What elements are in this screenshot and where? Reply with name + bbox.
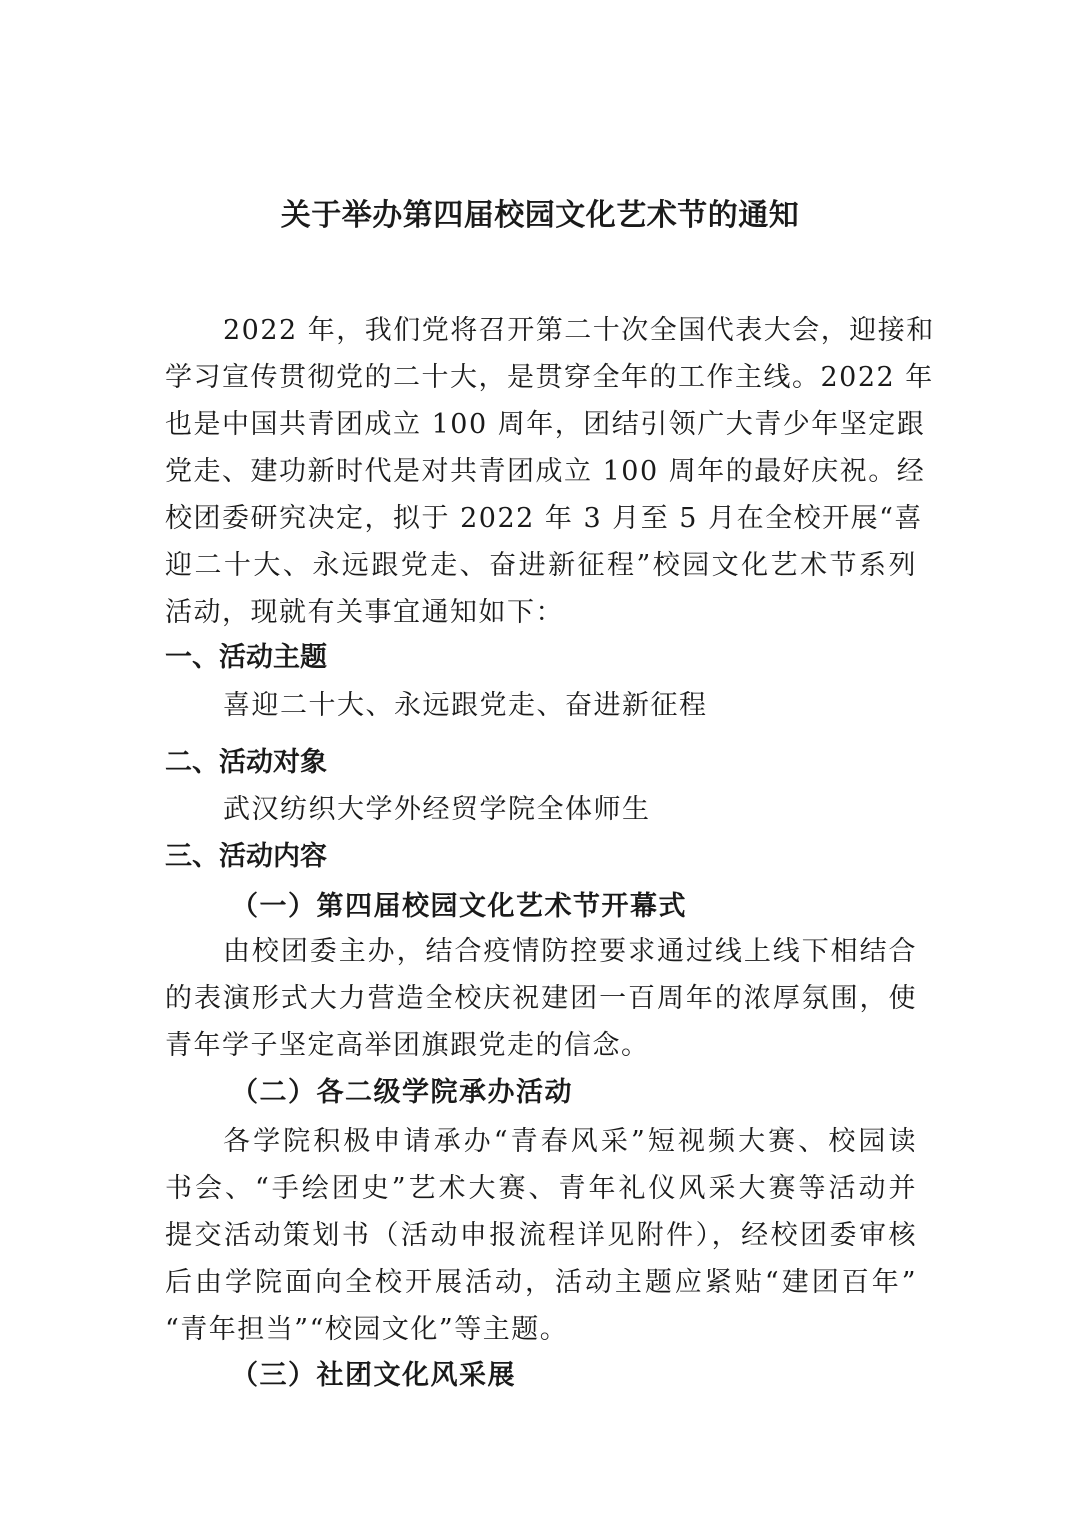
subsection-heading-club-exhibition: （三）社团文化风采展 bbox=[231, 1360, 516, 1391]
section-heading-content: 三、活动内容 bbox=[165, 841, 327, 872]
paragraph-line: 的表演形式大力营造全校庆祝建团一百周年的浓厚氛围，使 bbox=[165, 983, 917, 1014]
paragraph-line: 提交活动策划书（活动申报流程详见附件），经校团委审核 bbox=[165, 1220, 917, 1251]
subsection-heading-college-activities: （二）各二级学院承办活动 bbox=[231, 1077, 573, 1108]
intro-paragraph bbox=[165, 307, 935, 636]
subsection-paragraph-opening bbox=[165, 928, 917, 1069]
section-heading-audience: 二、活动对象 bbox=[165, 747, 327, 778]
intro-line: 也是中国共青团成立 100 周年，团结引领广大青少年坚定跟 bbox=[165, 409, 926, 440]
paragraph-line: “青年担当”“校园文化”等主题。 bbox=[165, 1314, 569, 1345]
subsection-paragraph-college-activities bbox=[165, 1118, 917, 1353]
section-content-audience: 武汉纺织大学外经贸学院全体师生 bbox=[223, 794, 651, 825]
paragraph-line: 由校团委主办，结合疫情防控要求通过线上线下相结合 bbox=[223, 936, 917, 967]
intro-line: 学习宣传贯彻党的二十大，是贯穿全年的工作主线。2022 年 bbox=[165, 362, 934, 393]
document-title: 关于举办第四届校园文化艺术节的通知 bbox=[280, 198, 800, 233]
section-heading-theme: 一、活动主题 bbox=[165, 642, 327, 673]
paragraph-line: 书会、“手绘团史”艺术大赛、青年礼仪风采大赛等活动并 bbox=[165, 1173, 917, 1204]
paragraph-line: 后由学院面向全校开展活动，活动主题应紧贴“建团百年” bbox=[165, 1267, 917, 1298]
intro-line: 党走、建功新时代是对共青团成立 100 周年的最好庆祝。经 bbox=[165, 456, 926, 487]
section-content-theme: 喜迎二十大、永远跟党走、奋进新征程 bbox=[223, 690, 708, 721]
paragraph-line: 青年学子坚定高举团旗跟党走的信念。 bbox=[165, 1030, 650, 1061]
intro-line: 活动，现就有关事宜通知如下： bbox=[165, 597, 564, 628]
subsection-heading-opening: （一）第四届校园文化艺术节开幕式 bbox=[231, 891, 687, 922]
intro-line: 迎二十大、永远跟党走、奋进新征程”校园文化艺术节系列 bbox=[165, 550, 917, 581]
intro-line: 校团委研究决定，拟于 2022 年 3 月至 5 月在全校开展“喜 bbox=[165, 503, 923, 534]
intro-line: 2022 年，我们党将召开第二十次全国代表大会，迎接和 bbox=[223, 315, 935, 346]
paragraph-line: 各学院积极申请承办“青春风采”短视频大赛、校园读 bbox=[223, 1126, 917, 1157]
